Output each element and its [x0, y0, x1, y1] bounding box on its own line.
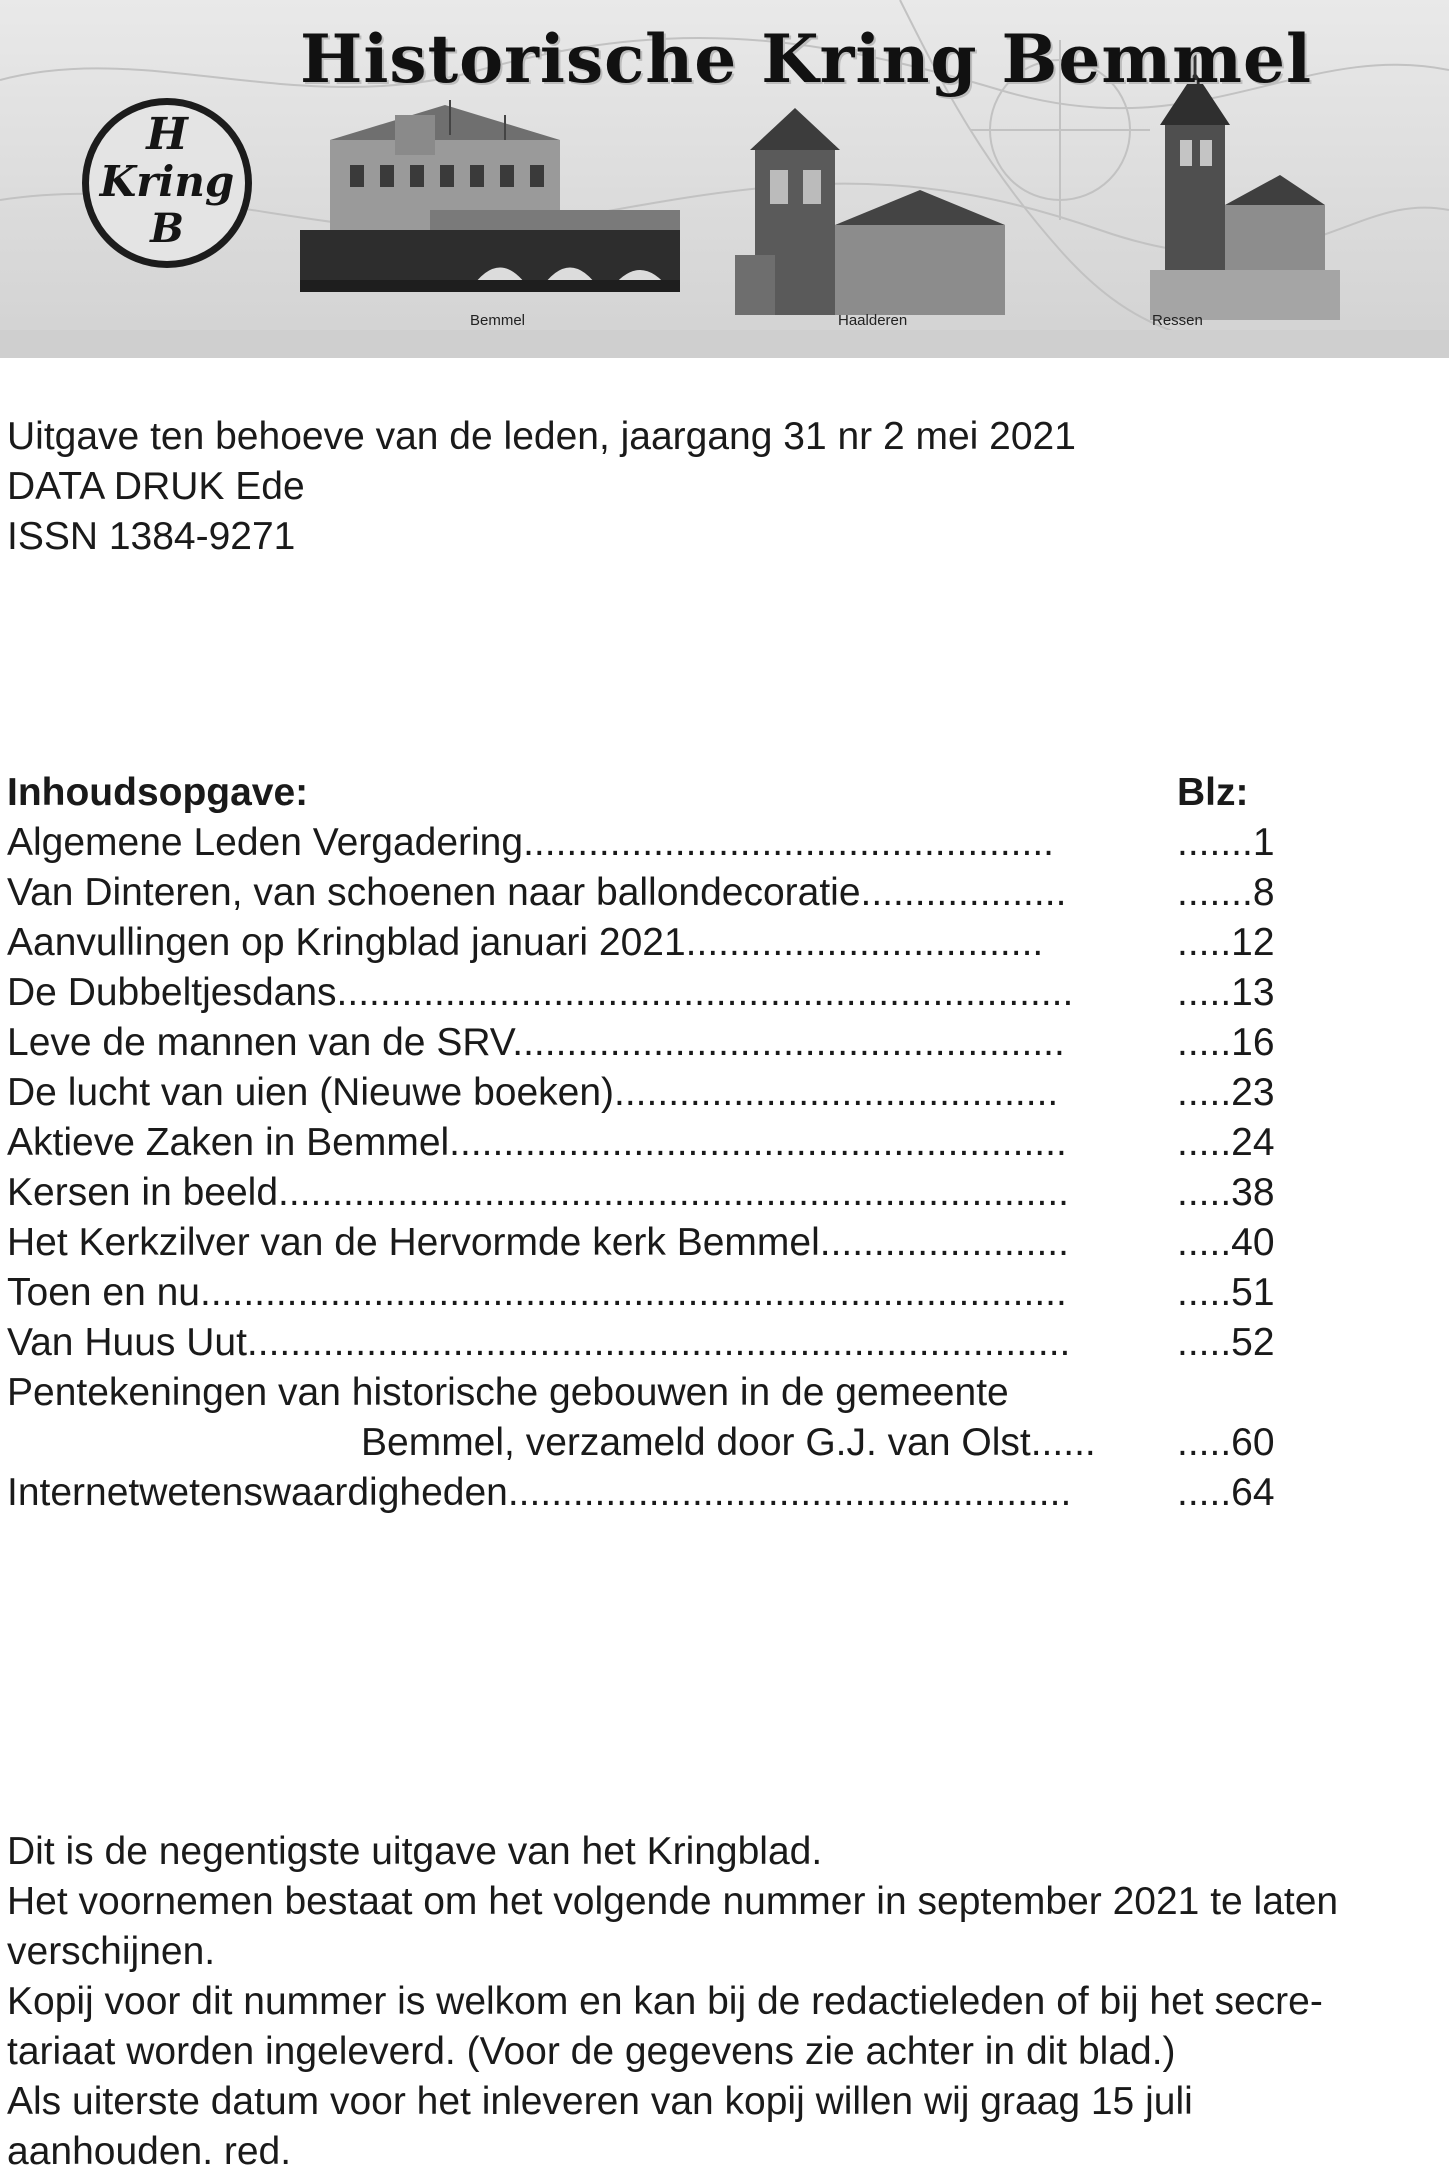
header-banner [0, 0, 1449, 358]
caption-haalderen: Haalderen [838, 312, 908, 329]
toc-entry-title: Leve de mannen van de SRV................................................... [7, 1021, 1065, 1064]
toc-entry [7, 1368, 1277, 1418]
note-line: Het voornemen bestaat om het volgende nummer in september 2021 te laten [7, 1880, 1339, 1923]
haalderen-church-illustration [735, 108, 1005, 315]
note-line: Kopij voor dit nummer is welkom en kan bij de redactieleden of bij het secre- [7, 1980, 1323, 2023]
toc-entry-page: .....38 [1177, 1171, 1275, 1214]
toc-entry [7, 1168, 1277, 1218]
toc-entry [7, 818, 1277, 868]
caption-ressen: Ressen [1152, 312, 1203, 329]
toc-entry-title: De lucht van uien (Nieuwe boeken)......................................... [7, 1071, 1059, 1114]
toc-entry-title: Pentekeningen van historische gebouwen in de gemeente [7, 1371, 1009, 1414]
note-line: Dit is de negentigste uitgave van het Kringblad. [7, 1830, 823, 1873]
issn-line: ISSN 1384-9271 [7, 515, 296, 558]
toc-entry [7, 918, 1277, 968]
toc-entry [7, 1018, 1277, 1068]
toc-entry-page: .....13 [1177, 971, 1275, 1014]
toc-entry [7, 1068, 1277, 1118]
note-line: tariaat worden ingeleverd. (Voor de gegevens zie achter in dit blad.) [7, 2030, 1176, 2073]
toc-entry-title: Van Huus Uut............................................................................ [7, 1321, 1071, 1364]
toc-entry-title: Algemene Leden Vergadering................................................. [7, 821, 1055, 864]
caption-bemmel: Bemmel [470, 312, 526, 329]
toc-entry-page: .....51 [1177, 1271, 1275, 1314]
toc-entry [7, 1468, 1277, 1518]
toc-entry-title: Kersen in beeld......................................................................... [7, 1171, 1070, 1214]
note-line: aanhouden. red. [7, 2130, 292, 2173]
toc-entry-page: .....16 [1177, 1021, 1275, 1064]
toc-entry-title: De Dubbeltjesdans.................................................................... [7, 971, 1074, 1014]
note-line: Als uiterste datum voor het inleveren van kopij willen wij graag 15 juli [7, 2080, 1193, 2123]
toc-entry-page: .....24 [1177, 1121, 1275, 1164]
toc-entry-title: Van Dinteren, van schoenen naar ballondecoratie................... [7, 871, 1067, 914]
toc-entry-page: .......8 [1177, 871, 1275, 914]
toc-entry-page: .......1 [1177, 821, 1275, 864]
publication-line: Uitgave ten behoeve van de leden, jaargang 31 nr 2 mei 2021 [7, 415, 1076, 458]
kring-seal-logo [82, 98, 252, 268]
seal-letter-top: H [146, 109, 188, 160]
banner-title: Historische Kring Bemmel [300, 20, 1313, 98]
toc-entry [7, 1118, 1277, 1168]
toc-entry-page: .....40 [1177, 1221, 1275, 1264]
toc-entry-title: Bemmel, verzameld door G.J. van Olst...... [361, 1421, 1096, 1464]
seal-letter-bottom: B [150, 205, 184, 252]
toc-entry-page: .....64 [1177, 1471, 1275, 1514]
castle-illustration [300, 100, 680, 292]
toc-entry [7, 1218, 1277, 1268]
toc-entry-continuation [7, 1418, 1277, 1468]
toc-page-heading: Blz: [1177, 771, 1249, 814]
toc-entry-page: .....12 [1177, 921, 1275, 964]
toc-entry-title: Aktieve Zaken in Bemmel......................................................... [7, 1121, 1067, 1164]
printer-line: DATA DRUK Ede [7, 465, 305, 508]
toc-entry [7, 968, 1277, 1018]
toc-entry-page: .....52 [1177, 1321, 1275, 1364]
toc-heading: Inhoudsopgave: [7, 771, 309, 814]
seal-word: Kring [99, 157, 235, 206]
toc-entry [7, 1268, 1277, 1318]
toc-entry-page: .....23 [1177, 1071, 1275, 1114]
toc-entry [7, 868, 1277, 918]
toc-entry-title: Toen en nu................................................................................ [7, 1271, 1067, 1314]
toc-entry-title: Het Kerkzilver van de Hervormde kerk Bemmel....................... [7, 1221, 1069, 1264]
toc-entry [7, 1318, 1277, 1368]
toc-entry-page: .....60 [1177, 1421, 1275, 1464]
note-line: verschijnen. [7, 1930, 216, 1973]
toc-entry-title: Internetwetenswaardigheden.................................................... [7, 1471, 1072, 1514]
toc-entry-title: Aanvullingen op Kringblad januari 2021................................. [7, 921, 1044, 964]
toc-header-row [7, 768, 1277, 818]
